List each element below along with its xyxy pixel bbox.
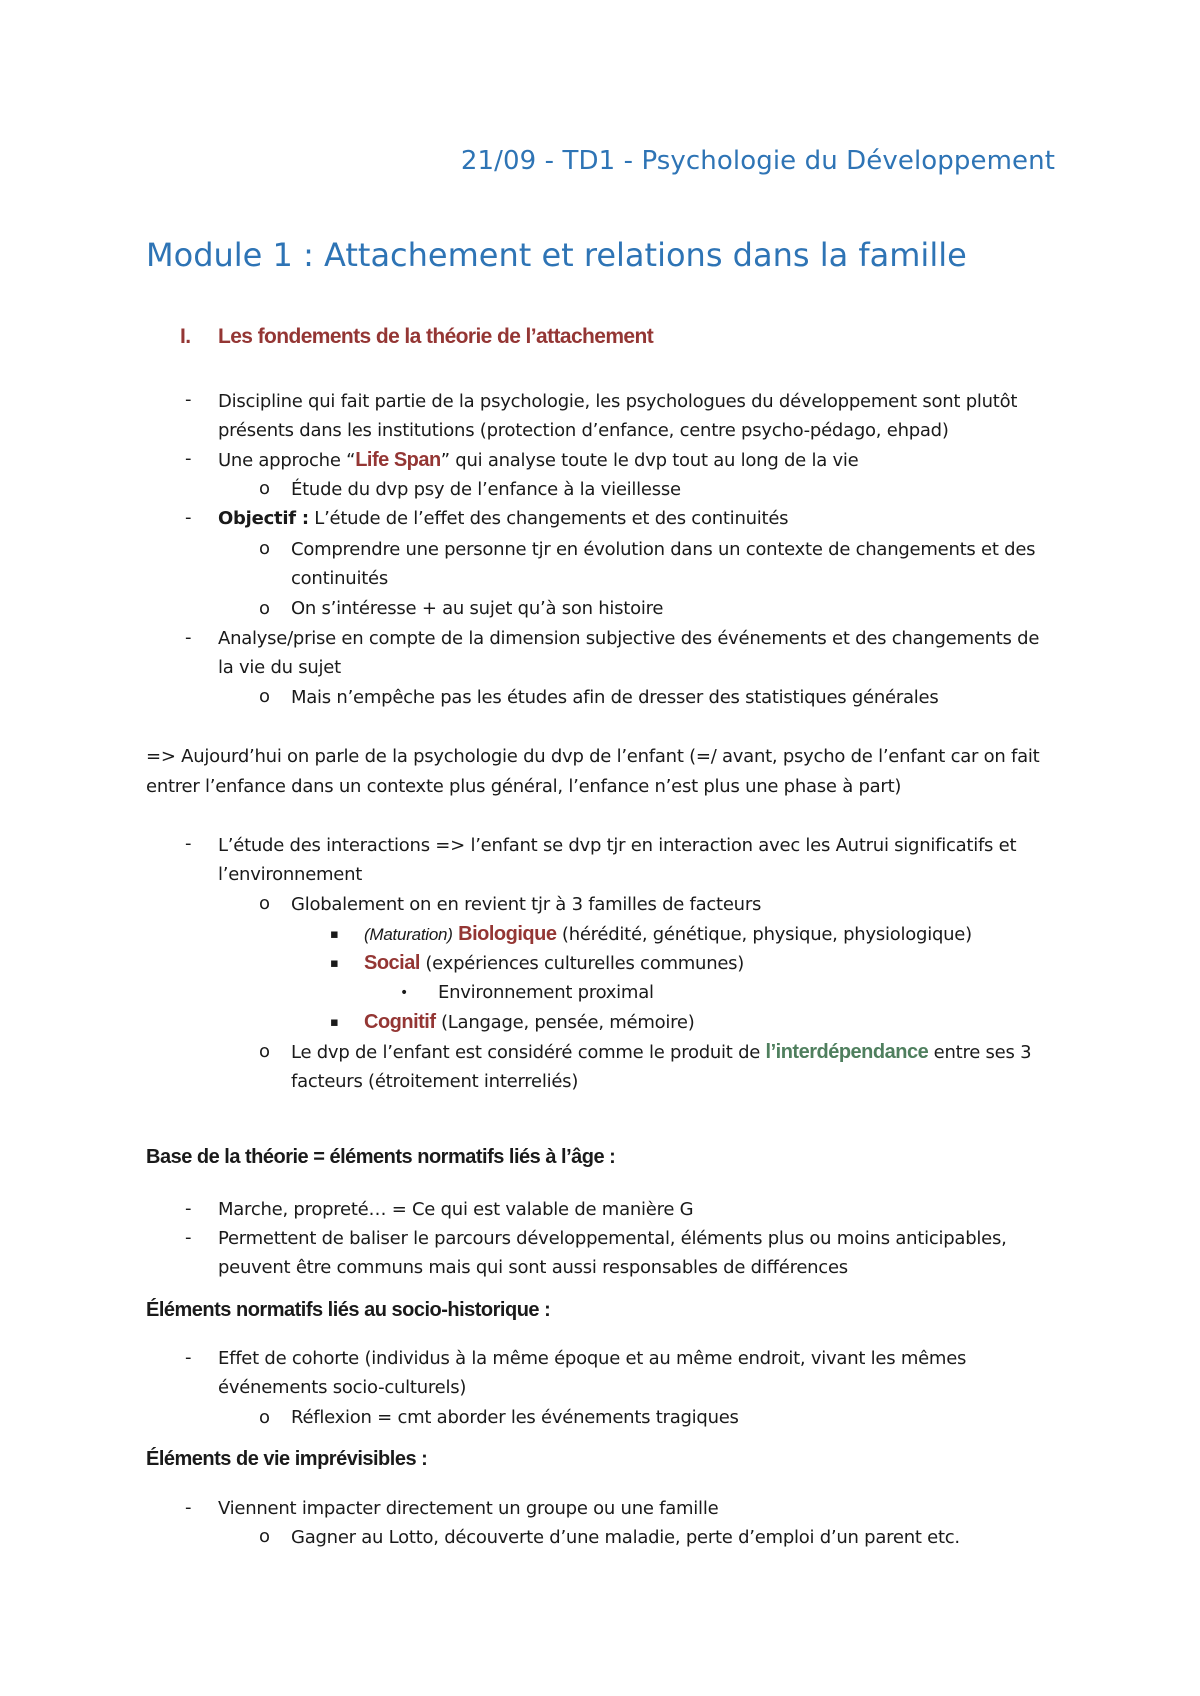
subheading-socio-historique: Éléments normatifs liés au socio-historique : bbox=[146, 1299, 551, 1321]
document-header: 21/09 - TD1 - Psychologie du Développement bbox=[460, 146, 1055, 176]
highlight-cognitif: Cognitif bbox=[364, 1011, 436, 1033]
highlight-life-span: Life Span bbox=[355, 449, 441, 471]
text-line: Comprendre une personne tjr en évolution dans un contexte de changements et des bbox=[291, 539, 1036, 560]
text-line: peuvent être communs mais qui sont aussi responsables de différences bbox=[218, 1257, 848, 1278]
text-line: Permettent de baliser le parcours développemental, éléments plus ou moins anticipables, bbox=[218, 1228, 1007, 1249]
text-line: On s’intéresse + au sujet qu’à son histoire bbox=[291, 598, 664, 619]
section-title: Les fondements de la théorie de l’attachement bbox=[218, 325, 654, 348]
text-line: Analyse/prise en compte de la dimension subjective des événements et des changements de bbox=[218, 628, 1040, 649]
dash-bullet: - bbox=[185, 1198, 192, 1219]
dash-bullet: - bbox=[185, 627, 192, 648]
text-line: Social (expériences culturelles communes) bbox=[364, 952, 745, 974]
highlight-biologique: Biologique bbox=[458, 923, 557, 945]
text-line: Discipline qui fait partie de la psychologie, les psychologues du développement sont plutôt bbox=[218, 391, 1018, 412]
text-line: Objectif : L’étude de l’effet des changements et des continuités bbox=[218, 508, 789, 529]
text-line: la vie du sujet bbox=[218, 657, 341, 678]
square-bullet: ▪ bbox=[330, 927, 339, 942]
section-number: I. bbox=[180, 325, 191, 348]
text-line: facteurs (étroitement interreliés) bbox=[291, 1071, 579, 1092]
text-line: Environnement proximal bbox=[438, 982, 654, 1003]
text-line: Marche, propreté… = Ce qui est valable de manière G bbox=[218, 1199, 694, 1220]
text-line: Une approche “Life Span” qui analyse toute le dvp tout au long de la vie bbox=[218, 449, 859, 471]
subheading-base: Base de la théorie = éléments normatifs liés à l’âge : bbox=[146, 1146, 616, 1168]
text-line: Globalement on en revient tjr à 3 familles de facteurs bbox=[291, 894, 762, 915]
dash-bullet: - bbox=[185, 1497, 192, 1518]
text-line: Gagner au Lotto, découverte d’une maladie, perte d’emploi d’un parent etc. bbox=[291, 1527, 960, 1548]
circle-bullet: o bbox=[259, 478, 271, 499]
text-line: événements socio-culturels) bbox=[218, 1377, 467, 1398]
circle-bullet: o bbox=[259, 1407, 271, 1428]
text-line: entrer l’enfance dans un contexte plus général, l’enfance n’est plus une phase à part) bbox=[146, 776, 902, 797]
text-line: Viennent impacter directement un groupe ou une famille bbox=[218, 1498, 719, 1519]
circle-bullet: o bbox=[259, 598, 271, 619]
square-bullet: ▪ bbox=[330, 1015, 339, 1030]
text-line: présents dans les institutions (protection d’enfance, centre psycho-pédago, ehpad) bbox=[218, 420, 949, 441]
text-line: l’environnement bbox=[218, 864, 363, 885]
text-line: (Maturation) Biologique (hérédité, génétique, physique, physiologique) bbox=[364, 923, 972, 945]
circle-bullet: o bbox=[259, 1041, 271, 1062]
text-line: Le dvp de l’enfant est considéré comme le produit de l’interdépendance entre ses 3 bbox=[291, 1041, 1032, 1063]
text-line: Mais n’empêche pas les études afin de dresser des statistiques générales bbox=[291, 687, 939, 708]
dash-bullet: - bbox=[185, 1227, 192, 1248]
circle-bullet: o bbox=[259, 538, 271, 559]
text-line: L’étude des interactions => l’enfant se dvp tjr en interaction avec les Autrui significatifs et bbox=[218, 835, 1017, 856]
text-line: => Aujourd’hui on parle de la psychologie du dvp de l’enfant (=/ avant, psycho de l’enfant car on fait bbox=[146, 746, 1040, 767]
dash-bullet: - bbox=[185, 1347, 192, 1368]
circle-bullet: o bbox=[259, 686, 271, 707]
dash-bullet: - bbox=[185, 448, 192, 469]
text-line: Cognitif (Langage, pensée, mémoire) bbox=[364, 1011, 695, 1033]
dash-bullet: - bbox=[185, 507, 192, 528]
section-heading bbox=[180, 325, 653, 349]
dot-bullet: • bbox=[400, 985, 409, 1001]
text-line: Étude du dvp psy de l’enfance à la vieillesse bbox=[291, 479, 681, 500]
square-bullet: ▪ bbox=[330, 956, 339, 971]
circle-bullet: o bbox=[259, 1526, 271, 1547]
circle-bullet: o bbox=[259, 893, 271, 914]
dash-bullet: - bbox=[185, 389, 192, 410]
text-line: continuités bbox=[291, 568, 388, 589]
subheading-imprevisibles: Éléments de vie imprévisibles : bbox=[146, 1448, 428, 1470]
highlight-social: Social bbox=[364, 952, 420, 974]
module-title: Module 1 : Attachement et relations dans la famille bbox=[146, 236, 967, 274]
text-line: Effet de cohorte (individus à la même époque et au même endroit, vivant les mêmes bbox=[218, 1348, 967, 1369]
text-line: Réflexion = cmt aborder les événements tragiques bbox=[291, 1407, 739, 1428]
highlight-interdependance: l’interdépendance bbox=[765, 1041, 929, 1063]
dash-bullet: - bbox=[185, 833, 192, 854]
